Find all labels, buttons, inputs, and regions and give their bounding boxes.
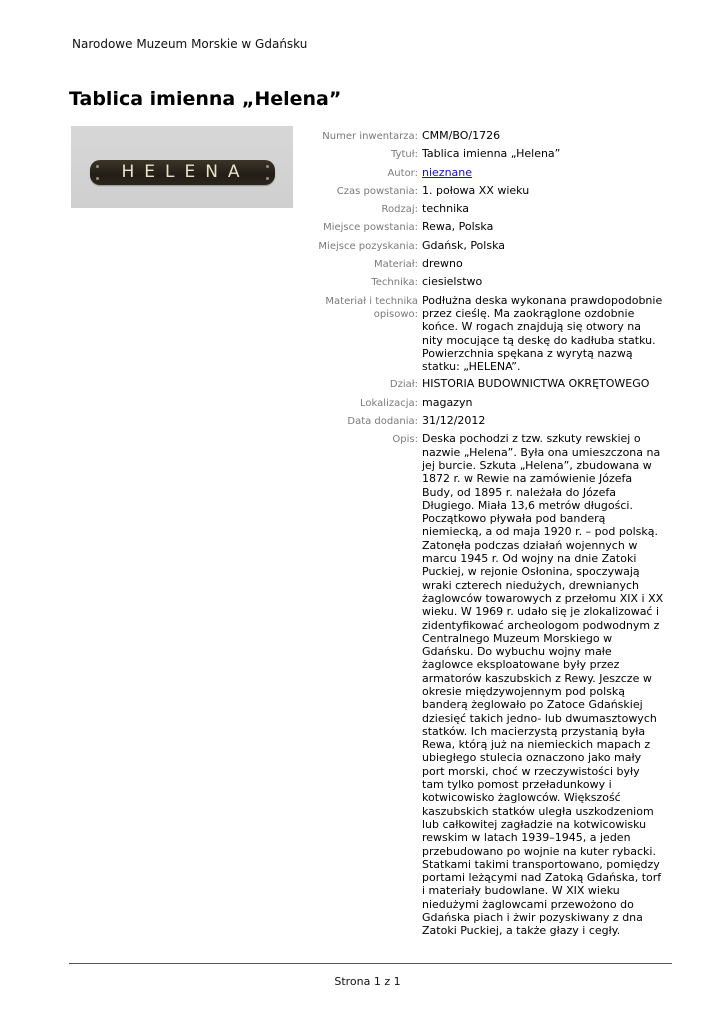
field-label: Technika:: [371, 277, 418, 289]
field-value: Podłużna deska wykonana prawdopodobnie przez cieślę. Ma zaokrąglone ozdobnie końce. W rogach znajdują się otwory na nity mocujące tą deskę do kadłuba statku. Powierzchnia spękana z wyrytą nazwą statku: „HELENA”.: [422, 293, 663, 374]
field-value: ciesielstwo: [422, 275, 483, 289]
field-value: Gdańsk, Polska: [422, 238, 505, 252]
field-value: drewno: [422, 257, 463, 271]
field-label: Dział:: [389, 379, 418, 391]
page-number: Strona 1 z 1: [334, 975, 401, 988]
footer-divider: [69, 963, 672, 964]
author-link[interactable]: nieznane: [422, 165, 473, 179]
field-material: [300, 257, 680, 271]
name-plate-image: [90, 160, 275, 185]
field-value: Rewa, Polska: [422, 220, 494, 234]
field-date-added: [300, 414, 680, 428]
field-label: Lokalizacja:: [360, 397, 418, 409]
field-description: [300, 432, 680, 937]
field-department: [300, 377, 680, 391]
field-label: Data dodania:: [347, 416, 418, 428]
field-value: 1. połowa XX wieku: [422, 183, 530, 197]
field-technique: [300, 275, 680, 289]
object-photo: [71, 126, 293, 208]
field-value: Tablica imienna „Helena”: [422, 147, 561, 161]
field-location: [300, 396, 680, 410]
field-value: Deska pochodzi z tzw. szkuty rewskiej o nazwie „Helena”. Była ona umieszczona na jej burcie. Szkuta „Helena”, zbudowana w 1872 r. w Rewie na zamówienie Józefa Budy, od 1895 r. należała do Józefa Długiego. Miała 13,6 metrów długości. Początkowo pływała pod banderą niemiecką, a od maja 1920 r. – pod polską. Zatonęła podczas działań wojennych w marcu 1945 r. Od wojny na dnie Zatoki Puckiej, w rejonie Osłonina, spoczywają wraki czterech niedużych, drewnianych żaglowców towarowych z przełomu XIX i XX wieku. W 1969 r. udało się je zlokalizować i zidentyfikować archeologom podwodnym z Centralnego Muzeum Morskiego w Gdańsku. Do wybuchu wojny małe żaglowce eksploatowane były przez armatorów kaszubskich z Rewy. Jeszcze w okresie międzywojennym pod polską banderą żeglowało po Zatoce Gdańskiej dziesięć takich jedno- lub dwumasztowych statków. Ich macierzystą przystanią była Rewa, którą już na niemieckich mapach z ubiegłego stulecia oznaczono jako mały port morski, choć w rzeczywistości były tam tylko pomost przeładunkowy i kotwicowisko żaglowców. Większość kaszubskich statków uległa uszkodzeniom lub całkowitej zagładzie na kotwicowisku rewskim w latach 1939–1945, a jeden przebudowano po wojnie na kuter rybacki. Statkami takimi transportowano, pomiędzy portami leżącymi nad Zatoką Gdańska, torf i materiały budowlane. W XIX wieku niedużymi żaglowcami przewożono do Gdańska piach i żwir pozyskiwany z dna Zatoki Puckiej, a także głazy i cegły.: [422, 432, 664, 938]
field-creation-time: [300, 184, 680, 198]
field-label: Numer inwentarza:: [322, 131, 418, 142]
field-label: Miejsce powstania:: [323, 222, 418, 234]
page-title: Tablica imienna „Helena”: [69, 88, 342, 110]
field-value: magazyn: [422, 395, 473, 409]
field-label: Autor:: [387, 167, 418, 179]
field-author: [300, 166, 680, 180]
field-label: Tytuł:: [391, 149, 418, 161]
field-inventory-number: [300, 129, 680, 143]
field-label: Czas powstania:: [336, 185, 418, 197]
field-material-technique-description: [300, 294, 680, 374]
field-label: Materiał:: [373, 259, 418, 271]
metadata-table: [300, 129, 680, 942]
field-label: Materiał i technika opisowo:: [325, 295, 418, 320]
field-value: CMM/BO/1726: [422, 129, 501, 142]
field-label: Rodzaj:: [381, 204, 418, 216]
field-label: Opis:: [392, 434, 418, 446]
institution-name: Narodowe Muzeum Morskie w Gdańsku: [72, 37, 308, 51]
field-value: 31/12/2012: [422, 414, 486, 428]
field-label: Miejsce pozyskania:: [318, 240, 418, 252]
field-type: [300, 202, 680, 216]
field-value: [422, 166, 664, 180]
field-place-of-acquisition: [300, 239, 680, 253]
field-title: [300, 147, 680, 161]
plate-lettering: HELENA: [121, 162, 250, 182]
field-value: technika: [422, 202, 470, 216]
field-value: HISTORIA BUDOWNICTWA OKRĘTOWEGO: [422, 377, 650, 391]
field-place-of-creation: [300, 220, 680, 234]
